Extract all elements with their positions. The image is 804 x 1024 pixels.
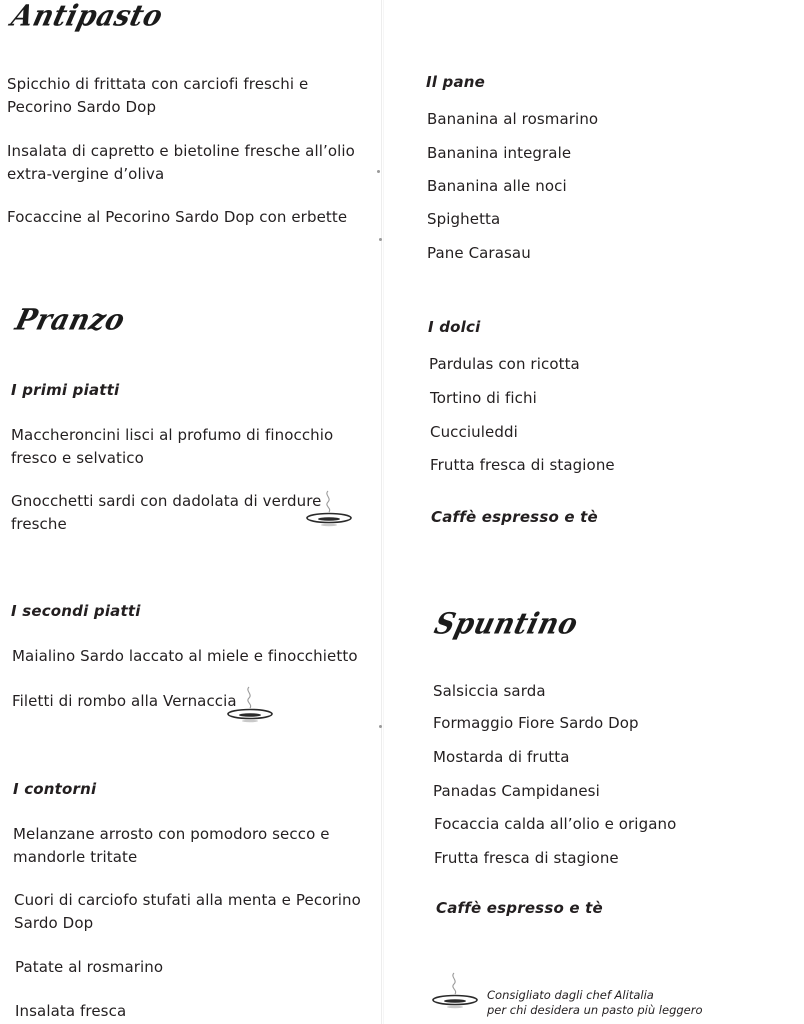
menu-item: mandorle tritate <box>13 848 138 866</box>
menu-item: Frutta fresca di stagione <box>430 456 615 474</box>
menu-item: Patate al rosmarino <box>15 958 164 976</box>
menu-item: Frutta fresca di stagione <box>434 849 619 867</box>
page-fold-shadow <box>383 0 384 1024</box>
heading-primi-piatti: I primi piatti <box>11 381 120 399</box>
menu-item: Focaccine al Pecorino Sardo Dop con erbette <box>7 208 348 226</box>
light-dish-icon <box>304 488 354 528</box>
page-fold <box>381 0 382 1024</box>
staple-mark <box>379 238 382 241</box>
menu-item: Pardulas con ricotta <box>429 355 580 373</box>
menu-item: Focaccia calda all’olio e origano <box>434 815 677 833</box>
heading-il-pane: Il pane <box>426 73 486 91</box>
menu-item: Melanzane arrosto con pomodoro secco e <box>13 825 330 843</box>
section-title-pranzo: Pranzo <box>12 303 129 337</box>
menu-item: Maccheroncini lisci al profumo di finocchio <box>11 426 334 444</box>
menu-item: Sardo Dop <box>14 914 94 932</box>
heading-i-dolci: I dolci <box>428 318 481 336</box>
menu-item: Insalata di capretto e bietoline fresche all’olio <box>7 142 355 160</box>
heading-secondi-piatti: I secondi piatti <box>11 602 141 620</box>
footnote-line: Consigliato dagli chef Alitalia <box>487 988 654 1002</box>
menu-item: Gnocchetti sardi con dadolata di verdure <box>11 492 322 510</box>
menu-item: Pane Carasau <box>427 244 531 262</box>
caffe-line: Caffè espresso e tè <box>436 899 603 917</box>
menu-item: extra-vergine d’oliva <box>7 165 165 183</box>
menu-item: Bananina al rosmarino <box>427 110 599 128</box>
section-title-spuntino: Spuntino <box>431 607 582 641</box>
menu-item: fresco e selvatico <box>11 449 144 467</box>
staple-mark <box>379 725 382 728</box>
menu-item: Pecorino Sardo Dop <box>7 98 157 116</box>
menu-item: Spicchio di frittata con carciofi freschi e <box>7 75 309 93</box>
footnote-line: per chi desidera un pasto più leggero <box>487 1003 703 1017</box>
menu-item: Salsiccia sarda <box>433 682 546 700</box>
menu-item: Maialino Sardo laccato al miele e finocchietto <box>12 647 358 665</box>
menu-item: Insalata fresca <box>15 1002 127 1020</box>
staple-mark <box>377 170 380 173</box>
caffe-line: Caffè espresso e tè <box>431 508 598 526</box>
menu-item: Spighetta <box>427 210 501 228</box>
menu-item: Bananina integrale <box>427 144 572 162</box>
menu-item: Filetti di rombo alla Vernaccia <box>12 692 237 710</box>
menu-item: Cucciuleddi <box>430 423 518 441</box>
menu-item: Formaggio Fiore Sardo Dop <box>433 714 639 732</box>
light-dish-icon <box>430 970 480 1010</box>
menu-item: Bananina alle noci <box>427 177 567 195</box>
menu-item: Mostarda di frutta <box>433 748 570 766</box>
heading-contorni: I contorni <box>13 780 97 798</box>
menu-item: Panadas Campidanesi <box>433 782 600 800</box>
section-title-antipasto: Antipasto <box>8 0 167 33</box>
menu-item: fresche <box>11 515 67 533</box>
menu-item: Tortino di fichi <box>430 389 537 407</box>
light-dish-icon <box>225 684 275 724</box>
menu-item: Cuori di carciofo stufati alla menta e Pecorino <box>14 891 361 909</box>
